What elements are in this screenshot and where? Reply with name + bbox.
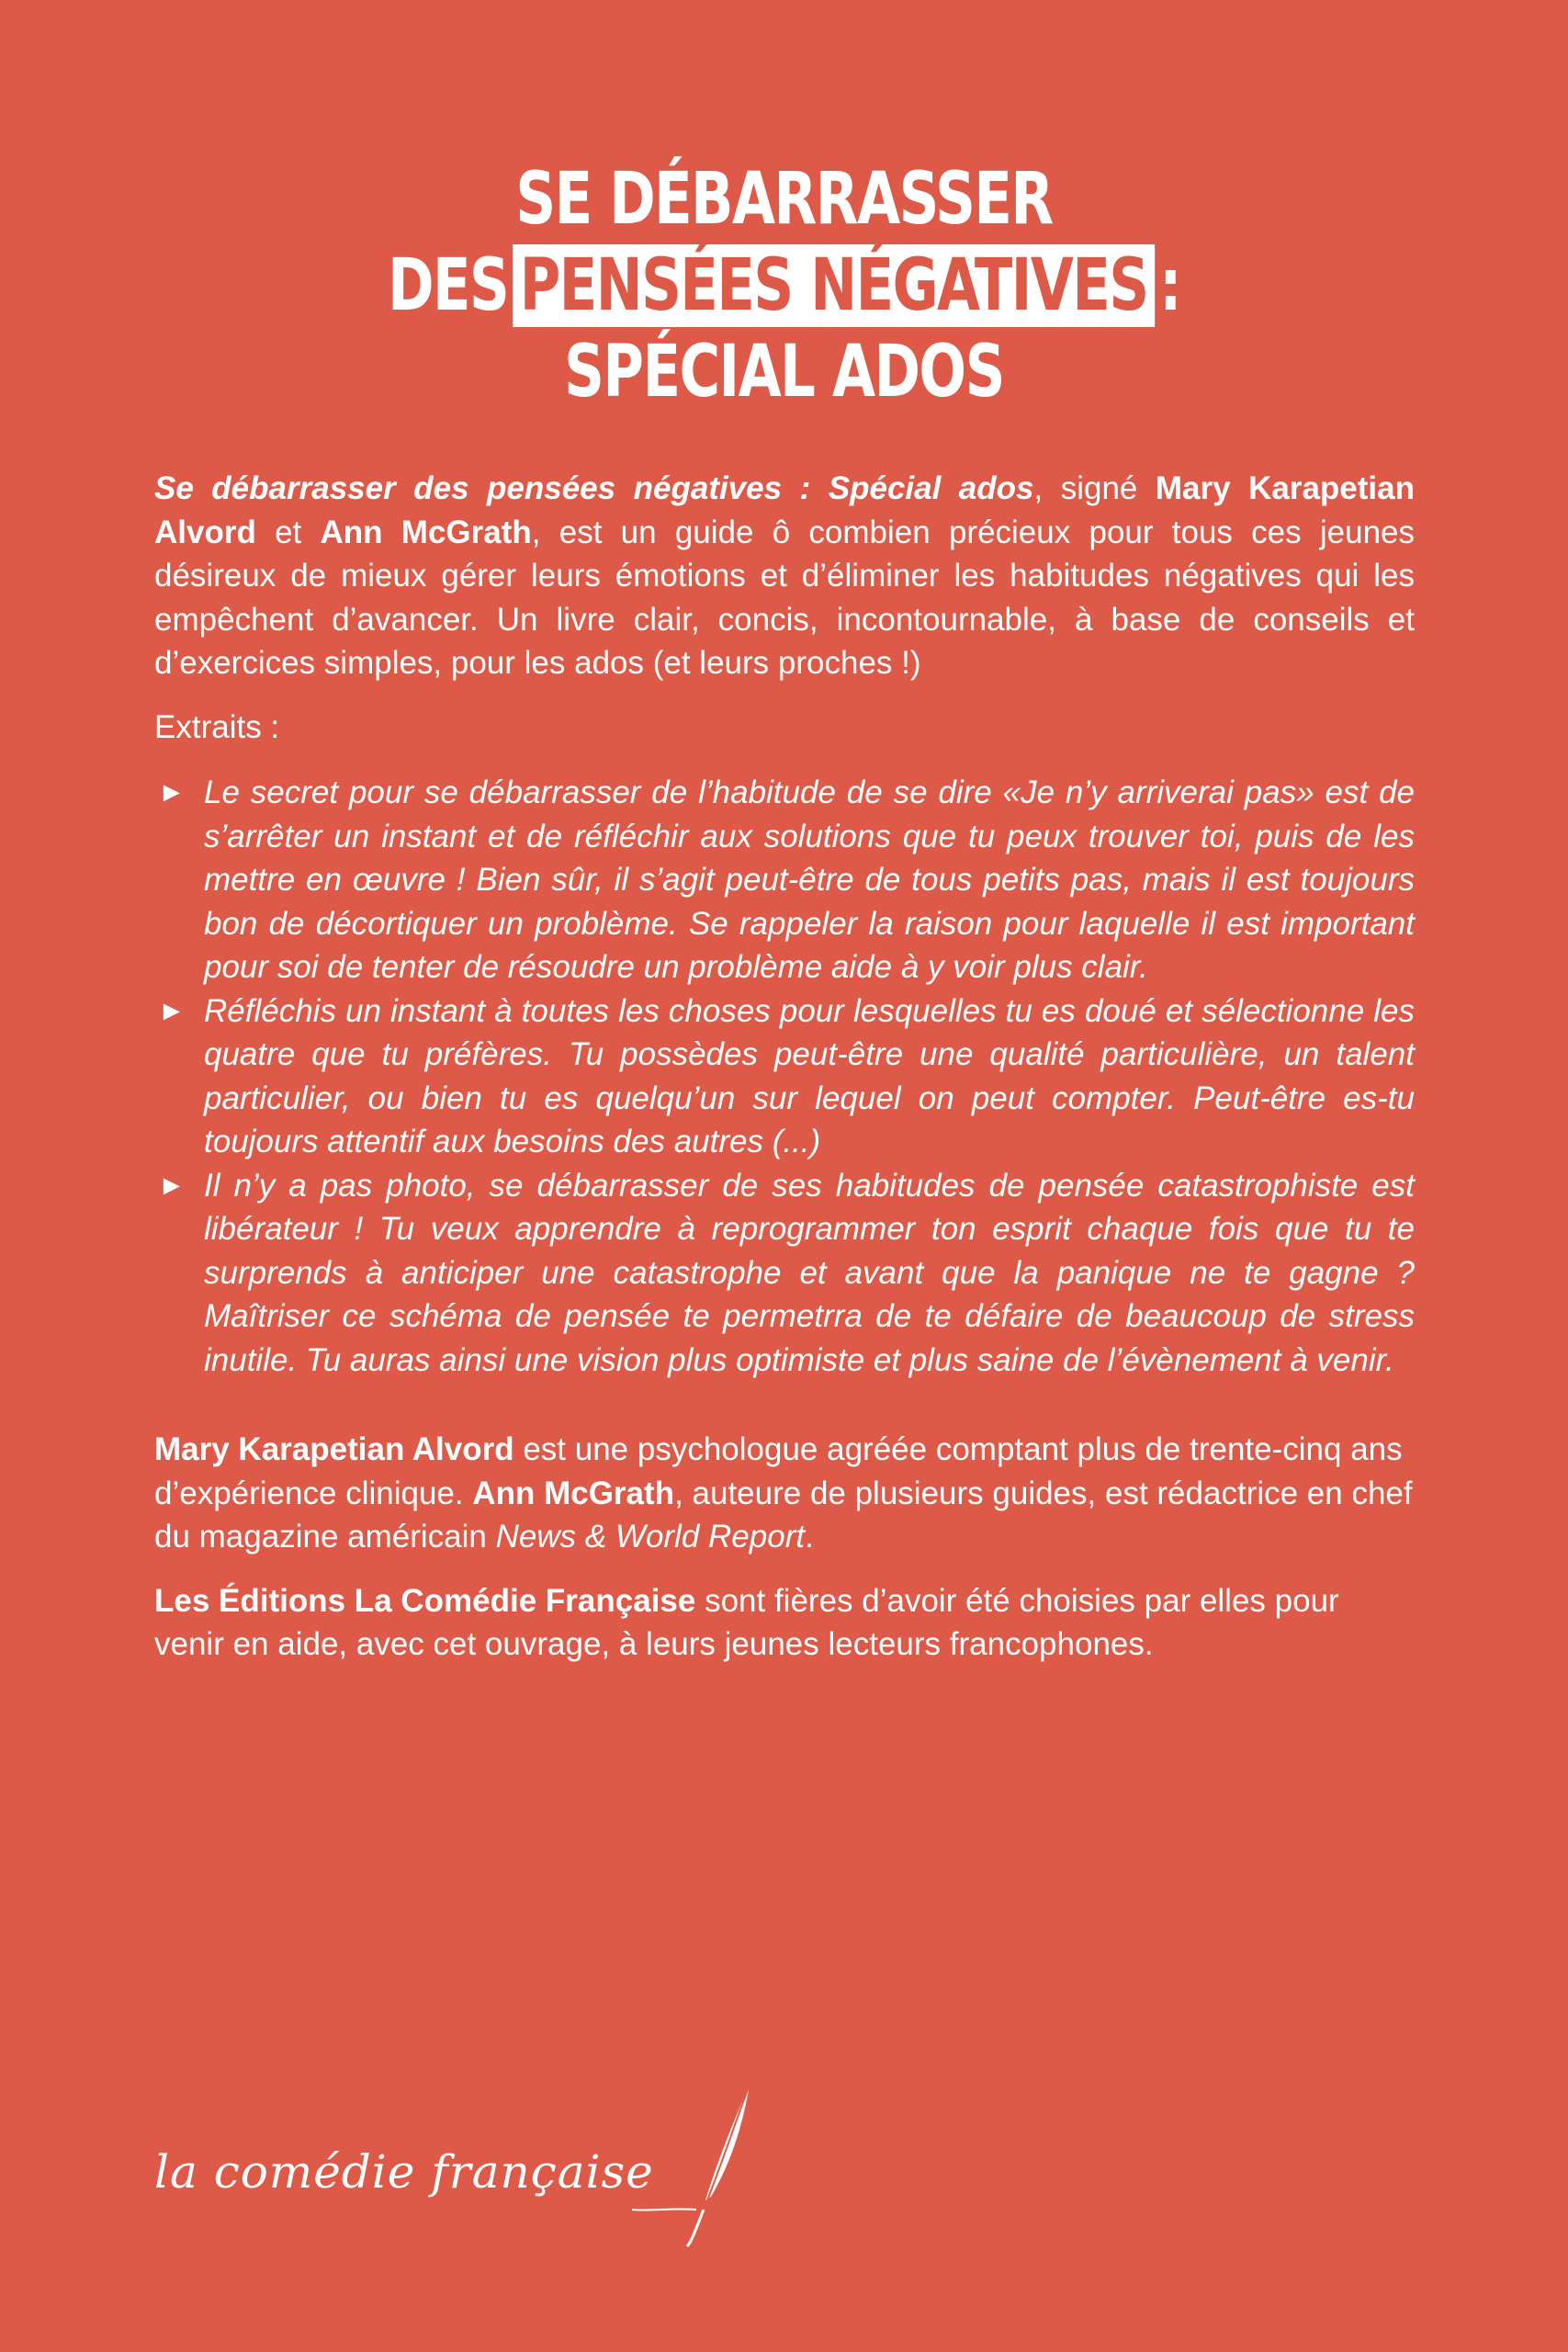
bullet-arrow-icon: ► [158, 995, 186, 1026]
bio-magazine: News & World Report [495, 1519, 806, 1555]
title-line-1: SE DÉBARRASSER [515, 158, 1053, 241]
title-line-2-pre: DES [388, 244, 509, 327]
intro-text-1: , signé [1033, 470, 1156, 506]
bio-author-2: Ann McGrath [472, 1475, 675, 1511]
bio-text-3: . [805, 1519, 814, 1555]
author-bio [154, 1428, 1415, 1559]
bullet-arrow-icon: ► [158, 1170, 186, 1201]
quote-text: Il n’y a pas photo, se débarrasser de ses habitudes de pensée catastrophiste est libérateur ! Tu veux apprendre à reprogrammer ton esprit chaque fois que tu te surprends à anticiper une catastrophe et avant que la panique ne te gagne ? Maîtriser ce schéma de pensée te permetrra de te défaire de beaucoup de stress inutile. Tu auras ainsi une vision plus optimiste et plus saine de l’évènement à venir. [204, 1167, 1415, 1378]
quote-item [154, 1164, 1415, 1383]
quill-icon [154, 2072, 761, 2256]
title-line-2 [173, 243, 1395, 329]
logo-wordmark: la comédie française [154, 2145, 654, 2199]
quote-text: Le secret pour se débarrasser de l’habitude de se dire «Je n’y arriverai pas» est de s’arrêter un instant et de réfléchir aux solutions que tu peux trouver toi, puis de les mettre en œuvre ! Bien sûr, il s’agit peut-être de tous petits pas, mais il est toujours bon de décortiquer un problème. Se rappeler la raison pour laquelle il est important pour soi de tenter de résoudre un problème aide à y voir plus clair. [204, 775, 1415, 985]
publisher-statement [154, 1579, 1415, 1667]
intro-author-1: Mary Karapetian Alvord [154, 470, 1415, 550]
publisher-logo [154, 2072, 761, 2256]
bio-text-2: , auteure de plusieurs guides, est rédactrice en chef du magazine américain [154, 1475, 1413, 1555]
quote-list [154, 771, 1415, 1382]
book-title [173, 156, 1395, 415]
bullet-arrow-icon: ► [158, 777, 186, 808]
bio-text-1: est une psychologue agréée comptant plus de trente-cinq ans d’expérience clinique. [154, 1431, 1403, 1511]
intro-text-2: et [255, 514, 321, 550]
quote-item [154, 989, 1415, 1164]
publisher-text: sont fières d’avoir été choisies par elles pour venir en aide, avec cet ouvrage, à leurs jeunes lecteurs francophones. [154, 1582, 1339, 1662]
intro-text-3: , est un guide ô combien précieux pour tous ces jeunes désireux de mieux gérer leurs émotions et d’éliminer les habitudes négatives qui les empêchent d’avancer. Un livre clair, concis, incontournable, à base de conseils et d’exercices simples, pour les ados (et leurs proches !) [154, 514, 1415, 681]
quote-text: Réfléchis un instant à toutes les choses pour lesquelles tu es doué et sélectionne les quatre que tu préfères. Tu possèdes peut-être une qualité particulière, un talent particulier, ou bien tu es quelqu’un sur lequel on peut compter. Peut-être es-tu toujours attentif aux besoins des autres (...) [204, 992, 1415, 1159]
intro-paragraph [154, 467, 1415, 685]
publisher-name: Les Éditions La Comédie Française [154, 1582, 696, 1619]
title-highlight: PENSÉES NÉGATIVES [513, 244, 1155, 327]
quote-item [154, 771, 1415, 989]
title-line-2-post: : [1159, 244, 1180, 327]
back-cover-text [154, 467, 1415, 1667]
title-line-3: SPÉCIAL ADOS [564, 331, 1004, 413]
bio-author-1: Mary Karapetian Alvord [154, 1431, 514, 1467]
intro-author-2: Ann McGrath [320, 514, 532, 550]
extraits-label: Extraits : [154, 708, 280, 745]
intro-book-title: Se débarrasser des pensées négatives : Spécial ados [154, 470, 1034, 506]
